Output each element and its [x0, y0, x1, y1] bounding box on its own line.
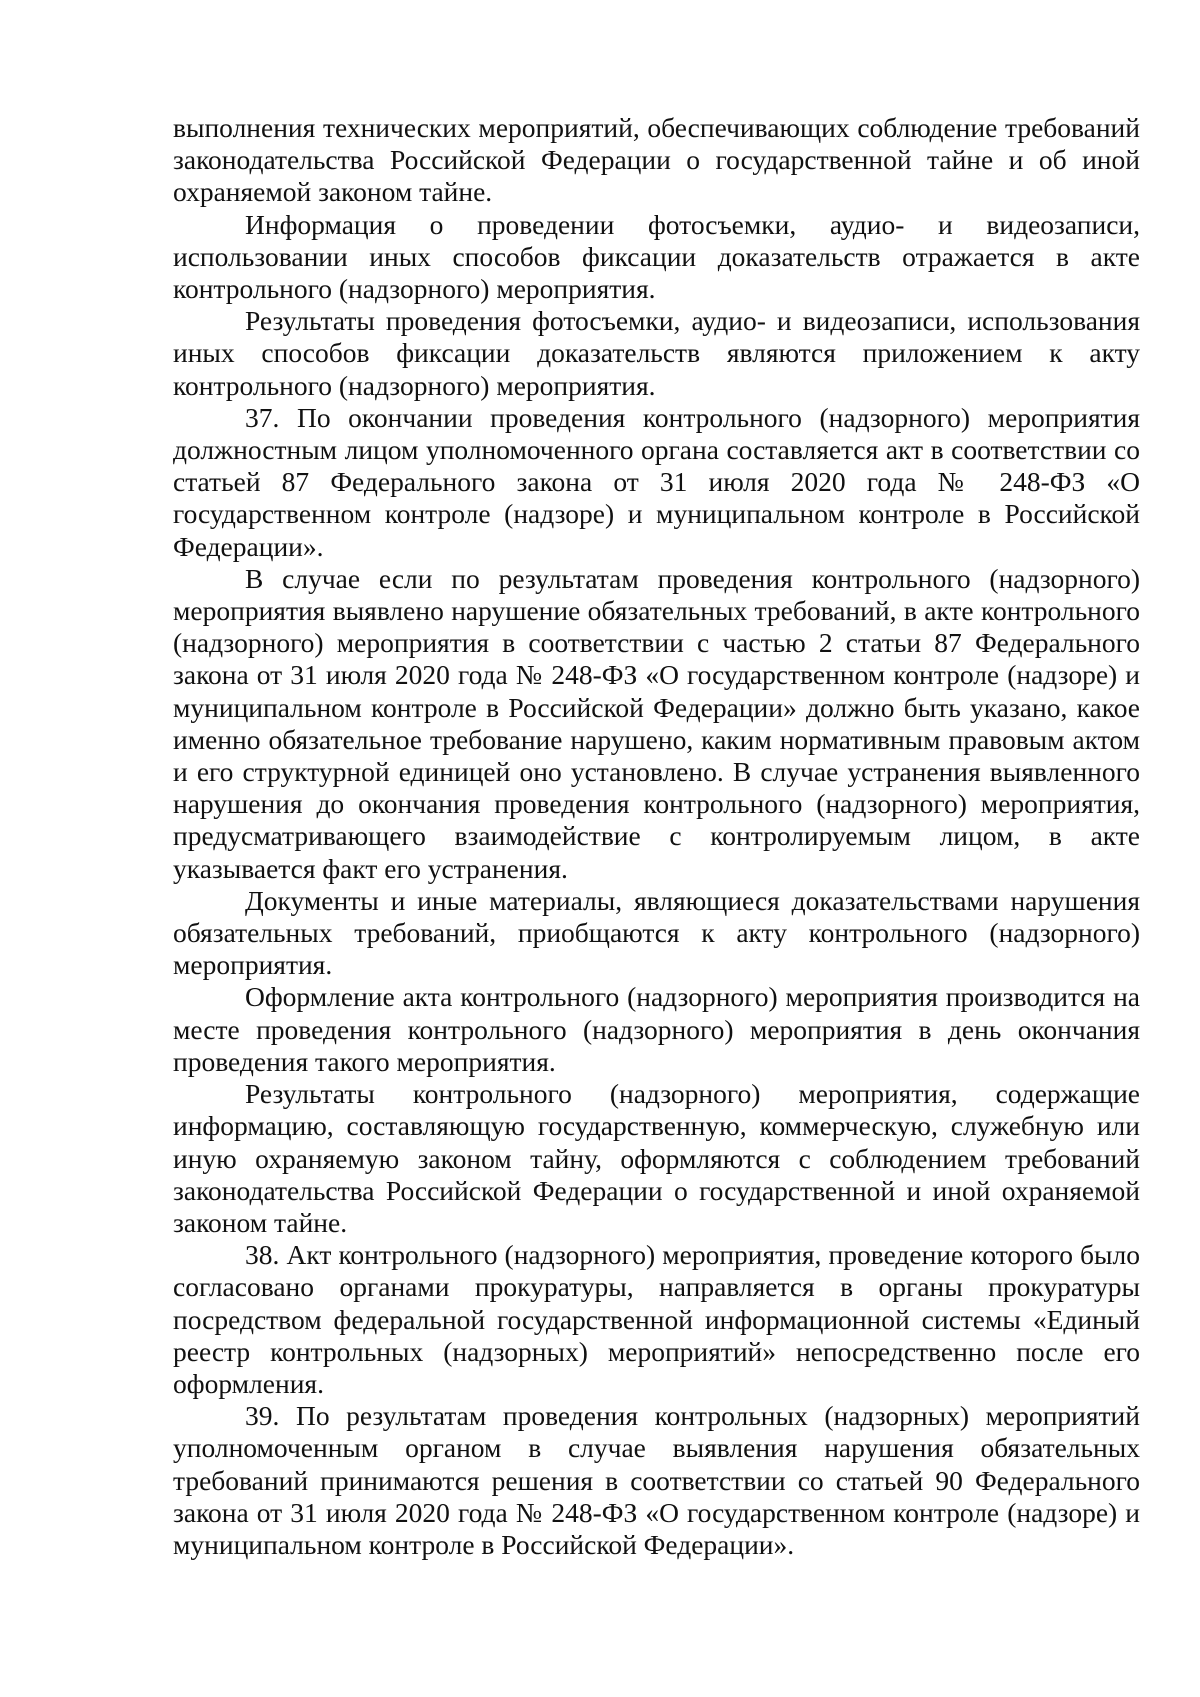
paragraph-clause-38: 38. Акт контрольного (надзорного) мероприятия, проведение которого было согласовано органами прокуратуры, направляется в органы прокуратуры посредством федеральной государственной информационной системы «Единый реестр контрольных (надзорных) мероприятий» непосредственно после его оформления.	[173, 1239, 1140, 1399]
document-body	[173, 112, 1140, 1561]
paragraph-clause-37: 37. По окончании проведения контрольного (надзорного) мероприятия должностным лицом уполномоченного органа составляется акт в соответствии со статьей 87 Федерального закона от 31 июля 2020 года № 248-ФЗ «О государственном контроле (надзоре) и муниципальном контроле в Российской Федерации».	[173, 401, 1140, 562]
paragraph-act-registration: Оформление акта контрольного (надзорного) мероприятия производится на месте проведения контрольного (надзорного) мероприятия в день окончания проведения такого мероприятия.	[173, 981, 1140, 1077]
paragraph-secret-results: Результаты контрольного (надзорного) мероприятия, содержащие информацию, составляющую государственную, коммерческую, служебную или иную охраняемую законом тайну, оформляются с соблюдением требований законодательства Российской Федерации о государственной и иной охраняемой законом тайне.	[173, 1078, 1140, 1238]
paragraph-clause-39: 39. По результатам проведения контрольных (надзорных) мероприятий уполномоченным органом в случае выявления нарушения обязательных требований принимаются решения в соответствии со статьей 90 Федерального закона от 31 июля 2020 года № 248-ФЗ «О государственном контроле (надзоре) и муниципальном контроле в Российской Федерации».	[173, 1400, 1140, 1560]
paragraph-continuation: выполнения технических мероприятий, обеспечивающих соблюдение требований законодательства Российской Федерации о государственной тайне и об иной охраняемой законом тайне.	[173, 112, 1140, 208]
paragraph-photo-info: Информация о проведении фотосъемки, аудио- и видеозаписи, использовании иных способов фиксации доказательств отражается в акте контрольного (надзорного) мероприятия.	[173, 208, 1140, 305]
paragraph-violation-case: В случае если по результатам проведения контрольного (надзорного) мероприятия выявлено нарушение обязательных требований, в акте контрольного (надзорного) мероприятия в соответствии с частью 2 статьи 87 Федерального закона от 31 июля 2020 года № 248-ФЗ «О государственном контроле (надзоре) и муниципальном контроле в Российской Федерации» должно быть указано, какое именно обязательное требование нарушено, каким нормативным правовым актом и его структурной единицей оно установлено. В случае устранения выявленного нарушения до окончания проведения контрольного (надзорного) мероприятия, предусматривающего взаимодействие с контролируемым лицом, в акте указывается факт его устранения.	[173, 562, 1140, 884]
paragraph-photo-results: Результаты проведения фотосъемки, аудио- и видеозаписи, использования иных способов фиксации доказательств являются приложением к акту контрольного (надзорного) мероприятия.	[173, 305, 1140, 401]
paragraph-evidence-documents: Документы и иные материалы, являющиеся доказательствами нарушения обязательных требований, приобщаются к акту контрольного (надзорного) мероприятия.	[173, 884, 1140, 981]
